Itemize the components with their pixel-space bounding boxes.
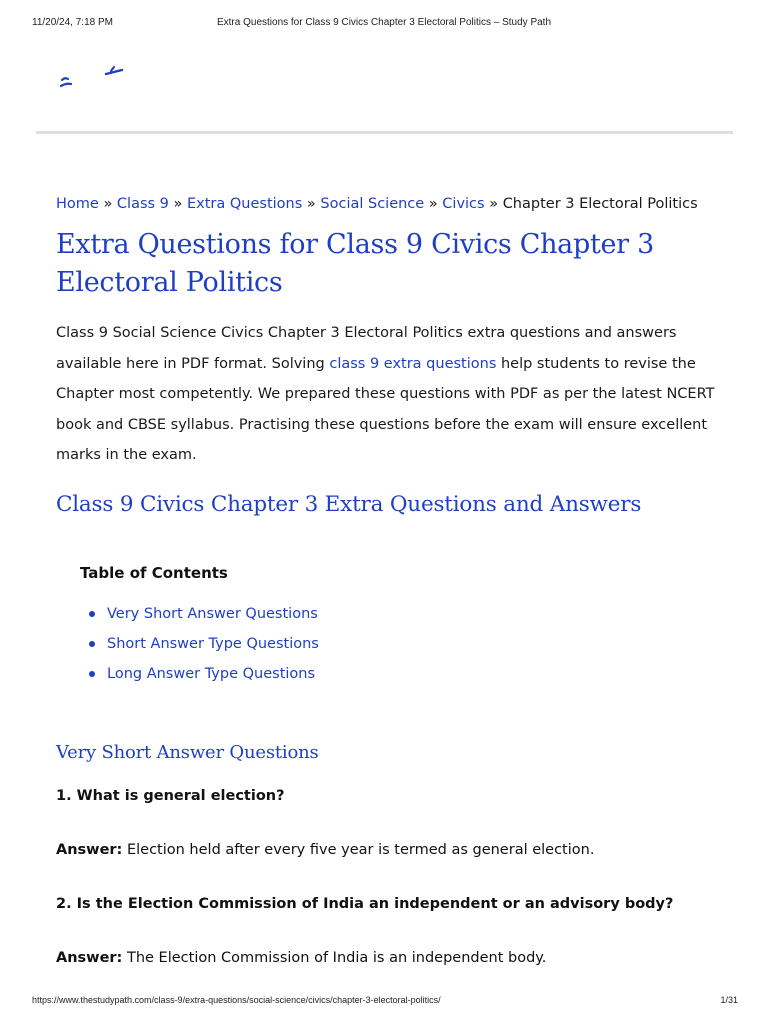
- breadcrumb-link-social-science[interactable]: Social Science: [320, 196, 425, 212]
- answer-2: [56, 946, 726, 970]
- answer-label: Answer:: [56, 949, 123, 966]
- bullet-icon: [89, 611, 95, 617]
- breadcrumb-separator: »: [428, 196, 443, 212]
- site-logo-icon[interactable]: [56, 60, 136, 90]
- print-footer: [0, 995, 768, 1009]
- breadcrumb-link-class-9[interactable]: Class 9: [116, 196, 169, 212]
- subsection-title: Very Short Answer Questions: [56, 741, 319, 763]
- question-1: 1. What is general election?: [56, 787, 285, 804]
- breadcrumb-link-extra-questions[interactable]: Extra Questions: [187, 196, 303, 212]
- print-header: [0, 17, 768, 31]
- intro-link-class-9-extra-questions[interactable]: class 9 extra questions: [329, 355, 497, 372]
- toc-list: [80, 602, 726, 692]
- toc-item: [80, 602, 726, 632]
- intro-paragraph: [56, 318, 726, 471]
- breadcrumb-separator: »: [489, 196, 503, 212]
- section-title: Class 9 Civics Chapter 3 Extra Questions and Answers: [56, 491, 642, 517]
- toc-link-very-short-answer[interactable]: Very Short Answer Questions: [107, 605, 318, 622]
- toc-item: [80, 662, 726, 692]
- toc-link-long-answer[interactable]: Long Answer Type Questions: [107, 665, 316, 682]
- bullet-icon: [89, 641, 95, 647]
- answer-1: [56, 838, 726, 862]
- answer-text: Election held after every five year is termed as general election.: [122, 841, 595, 858]
- breadcrumb-current: Chapter 3 Electoral Politics: [502, 196, 698, 212]
- question-2: 2. Is the Election Commission of India an independent or an advisory body?: [56, 895, 674, 912]
- print-document-title: Extra Questions for Class 9 Civics Chapter 3 Electoral Politics – Study Path: [216, 17, 552, 28]
- breadcrumb-link-civics[interactable]: Civics: [442, 196, 485, 212]
- toc-title: Table of Contents: [80, 563, 228, 582]
- bullet-icon: [89, 671, 95, 677]
- breadcrumb-separator: »: [306, 196, 321, 212]
- toc-link-short-answer[interactable]: Short Answer Type Questions: [107, 635, 319, 652]
- breadcrumb-separator: »: [103, 196, 117, 212]
- breadcrumb: [56, 192, 726, 216]
- answer-label: Answer:: [56, 841, 123, 858]
- print-datetime: 11/20/24, 7:18 PM: [32, 17, 113, 28]
- header-divider: [36, 131, 733, 134]
- article-content: [56, 192, 726, 970]
- breadcrumb-separator: »: [173, 196, 187, 212]
- toc-item: [80, 632, 726, 662]
- intro-text-after: help students to revise the Chapter most competently. We prepared these questions with PDF as per the latest NCERT book and CBSE syllabus. Practising these questions before the exam will ensure excellent marks in the exam.: [56, 355, 715, 463]
- print-page-number: 1/31: [720, 995, 738, 1005]
- intro-text-before: Class 9 Social Science Civics Chapter 3 Electoral Politics extra questions and answers available here in PDF format. Solving: [56, 325, 677, 372]
- print-url: https://www.thestudypath.com/class-9/extra-questions/social-science/civics/chapter-3-electoral-politics/: [32, 995, 441, 1005]
- answer-text: The Election Commission of India is an independent body.: [122, 949, 547, 966]
- page-title: Extra Questions for Class 9 Civics Chapter 3 Electoral Politics: [56, 229, 654, 298]
- breadcrumb-link-home[interactable]: Home: [56, 196, 99, 212]
- qa-list: [56, 784, 726, 970]
- table-of-contents: [80, 561, 726, 692]
